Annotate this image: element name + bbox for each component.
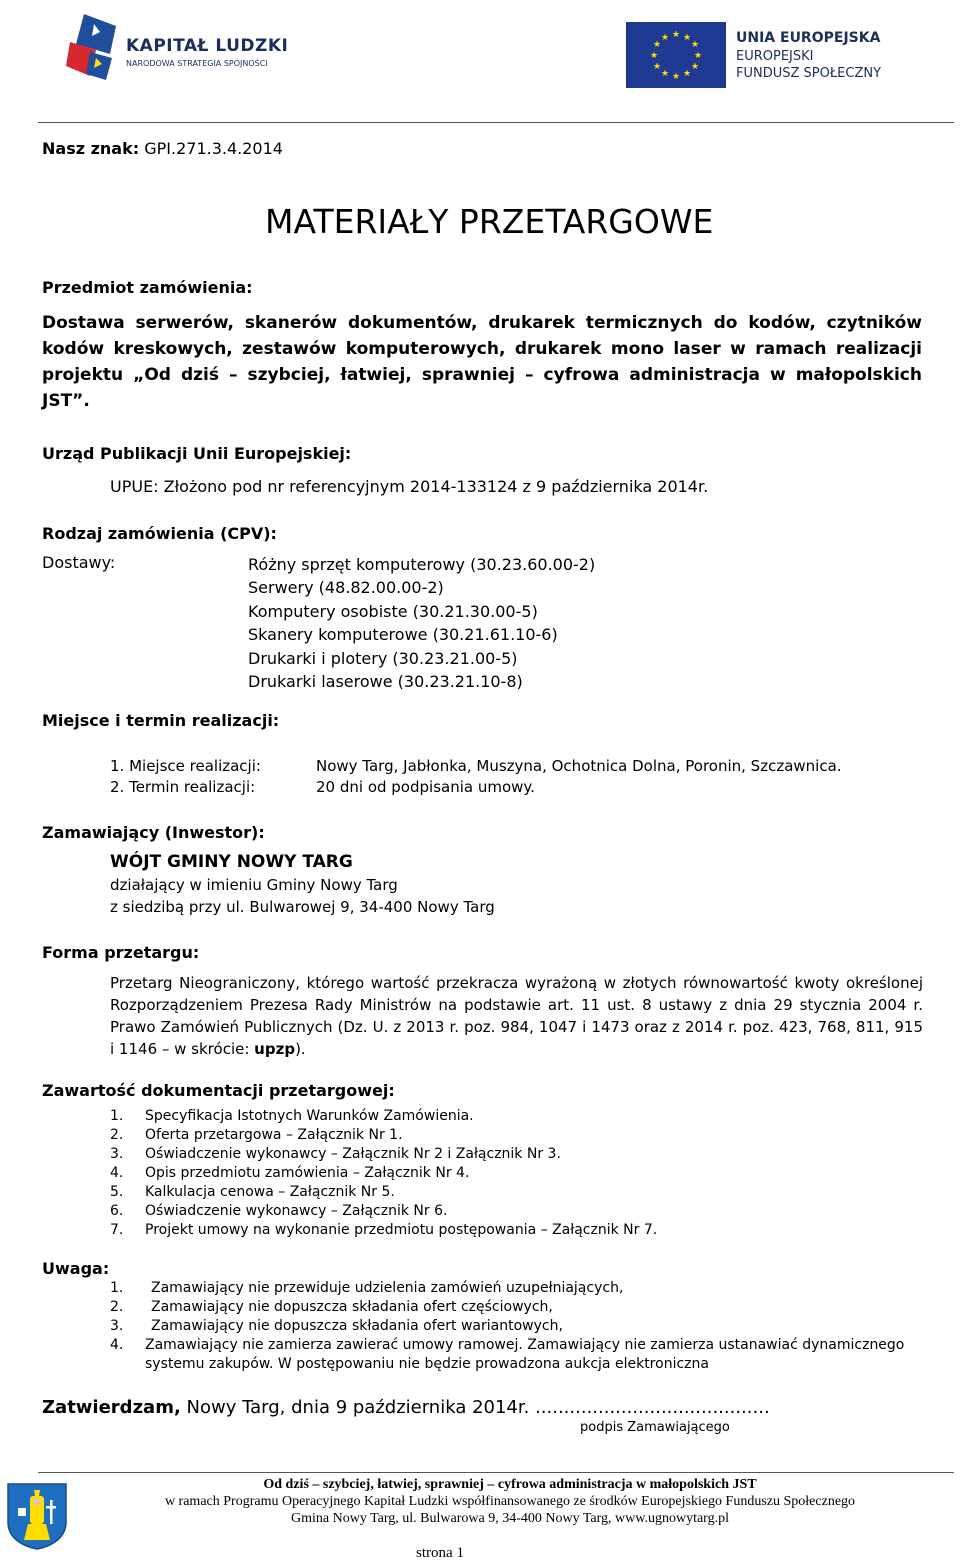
footer-divider (38, 1472, 954, 1473)
notes-label: Uwaga: (42, 1259, 110, 1278)
approval-line (42, 1397, 770, 1418)
form-label: Forma przetargu: (42, 943, 200, 962)
list-item: 1. Specyfikacja Istotnych Warunków Zamówienia. (110, 1108, 474, 1124)
term-row (110, 778, 255, 796)
publication-text: UPUE: Złożono pod nr referencyjnym 2014-133124 z 9 października 2014r. (110, 477, 709, 496)
docs-label: Zawartość dokumentacji przetargowej: (42, 1081, 395, 1100)
list-item: 3. Oświadczenie wykonawcy – Załącznik Nr 2 i Załącznik Nr 3. (110, 1146, 561, 1162)
cpv-item: Skanery komputerowe (30.21.61.10-6) (248, 625, 558, 645)
eu-line2: EUROPEJSKI (736, 49, 814, 64)
list-item: 7. Projekt umowy na wykonanie przedmiotu postępowania – Załącznik Nr 7. (110, 1222, 658, 1238)
svg-text:★: ★ (690, 40, 700, 50)
footer-line3: Gmina Nowy Targ, ul. Bulwarowa 9, 34-400 Nowy Targ, www.ugnowytarg.pl (291, 1511, 729, 1526)
svg-text:★: ★ (649, 51, 659, 61)
svg-text:★: ★ (682, 69, 692, 79)
term-key: 2. Termin realizacji: (110, 778, 256, 796)
page-number: strona 1 (416, 1545, 464, 1561)
investor-line1: działający w imieniu Gminy Nowy Targ (110, 876, 398, 894)
term-value: 20 dni od podpisania umowy. (316, 778, 535, 796)
svg-text:★: ★ (652, 62, 662, 72)
form-end: ). (295, 1040, 306, 1058)
gmina-coat-of-arms (6, 1482, 68, 1550)
list-item: 4. Zamawiający nie zamierza zawierać umowy ramowej. Zamawiający nie zamierza ustanawiać dynamicznego (110, 1337, 905, 1353)
place-key: 1. Miejsce realizacji: (110, 757, 261, 775)
reference-line (42, 139, 283, 158)
kapital-ludzki-subtitle: NARODOWA STRATEGIA SPÓJNOŚCI (126, 59, 268, 68)
cpv-type: Dostawy: (42, 553, 116, 572)
svg-text:★: ★ (690, 62, 700, 72)
kapital-ludzki-title: KAPITAŁ LUDZKI (126, 36, 289, 56)
publication-label: Urząd Publikacji Unii Europejskiej: (42, 444, 352, 463)
svg-text:★: ★ (693, 51, 703, 61)
eu-line1: UNIA EUROPEJSKA (736, 30, 881, 46)
eu-flag-icon (626, 22, 726, 88)
page-title: MATERIAŁY PRZETARGOWE (265, 202, 714, 241)
list-item-continuation: systemu zakupów. W postępowaniu nie będzie prowadzona aukcja elektroniczna (145, 1356, 709, 1372)
signature-caption: podpis Zamawiającego (580, 1420, 730, 1435)
list-item: 1. Zamawiający nie przewiduje udzielenia zamówień uzupełniających, (110, 1280, 624, 1296)
reference-value: GPI.271.3.4.2014 (144, 139, 283, 158)
subject-text: Dostawa serwerów, skanerów dokumentów, drukarek termicznych do kodów, czytników kodów kreskowych, zestawów komputerowych, drukarek mono laser w ramach realizacji projektu „Od dziś – szybciej, łatwiej, sprawniej – cyfrowa administracja w małopolskich JST”. (42, 313, 922, 411)
cpv-item: Drukarki i plotery (30.23.21.00-5) (248, 648, 518, 668)
svg-text:★: ★ (671, 72, 681, 82)
form-body: Przetarg Nieograniczony, którego wartość przekracza wyrażoną w złotych równowartość kwoty określonej Rozporządzeniem Prezesa Rady Ministrów na podstawie art. 11 ust. 8 ustawy z dnia 29 stycznia 2004 r. Prawo Zamówień Publicznych (Dz. U. z 2013 r. poz. 984, 1047 i 1473 oraz z 2014 r. poz. 423, 768, 811, 915 i 1146 – w skrócie: (110, 974, 923, 1058)
cpv-item: Serwery (48.82.00.00-2) (248, 578, 444, 598)
notes-list (110, 1279, 904, 1374)
footer-line2: w ramach Programu Operacyjnego Kapitał Ludzki współfinansowanego ze środków Europejskiego Funduszu Społecznego (164, 1494, 856, 1509)
list-item: 2. Zamawiający nie dopuszcza składania ofert częściowych, (110, 1299, 553, 1315)
cpv-item: Różny sprzęt komputerowy (30.23.60.00-2) (248, 555, 596, 574)
list-item: 2. Oferta przetargowa – Załącznik Nr 1. (110, 1127, 403, 1143)
investor-label: Zamawiający (Inwestor): (42, 823, 265, 842)
cpv-label: Rodzaj zamówienia (CPV): (42, 524, 277, 543)
place-value: Nowy Targ, Jabłonka, Muszyna, Ochotnica Dolna, Poronin, Szczawnica. (316, 757, 842, 775)
eu-logo (626, 22, 916, 92)
svg-text:★: ★ (652, 40, 662, 50)
list-item: 5. Kalkulacja cenowa – Załącznik Nr 5. (110, 1184, 395, 1200)
footer-line1: Od dziś – szybciej, łatwiej, sprawniej – cyfrowa administracja w małopolskich JST (263, 1477, 757, 1492)
docs-list (110, 1107, 657, 1240)
list-item: 4. Opis przedmiotu zamówienia – Załącznik Nr 4. (110, 1165, 470, 1181)
form-abbr: upzp (254, 1040, 296, 1058)
cpv-list (248, 553, 595, 693)
kapital-ludzki-emblem (66, 14, 122, 84)
coat-of-arms-icon (6, 1482, 68, 1550)
place-row (110, 757, 261, 775)
reference-label: Nasz znak: (42, 139, 140, 158)
svg-text:★: ★ (671, 30, 681, 40)
list-item: 6. Oświadczenie wykonawcy – Załącznik Nr 6. (110, 1203, 448, 1219)
investor-name: WÓJT GMINY NOWY TARG (110, 852, 353, 872)
subject-label: Przedmiot zamówienia: (42, 278, 253, 297)
svg-text:★: ★ (682, 33, 692, 43)
approval-label: Zatwierdzam, (42, 1397, 181, 1418)
form-text (110, 972, 923, 1060)
header-divider (38, 122, 954, 123)
place-label: Miejsce i termin realizacji: (42, 711, 280, 730)
svg-text:★: ★ (660, 69, 670, 79)
investor-line2: z siedzibą przy ul. Bulwarowej 9, 34-400 Nowy Targ (110, 898, 495, 916)
list-item: 3. Zamawiający nie dopuszcza składania ofert wariantowych, (110, 1318, 563, 1334)
svg-text:★: ★ (660, 33, 670, 43)
cpv-item: Drukarki laserowe (30.23.21.10-8) (248, 672, 523, 692)
approval-text: Nowy Targ, dnia 9 października 2014r. ......................................... (186, 1397, 770, 1418)
kapital-ludzki-logo (66, 14, 296, 86)
eu-line3: FUNDUSZ SPOŁECZNY (736, 66, 882, 81)
cpv-item: Komputery osobiste (30.21.30.00-5) (248, 601, 538, 621)
